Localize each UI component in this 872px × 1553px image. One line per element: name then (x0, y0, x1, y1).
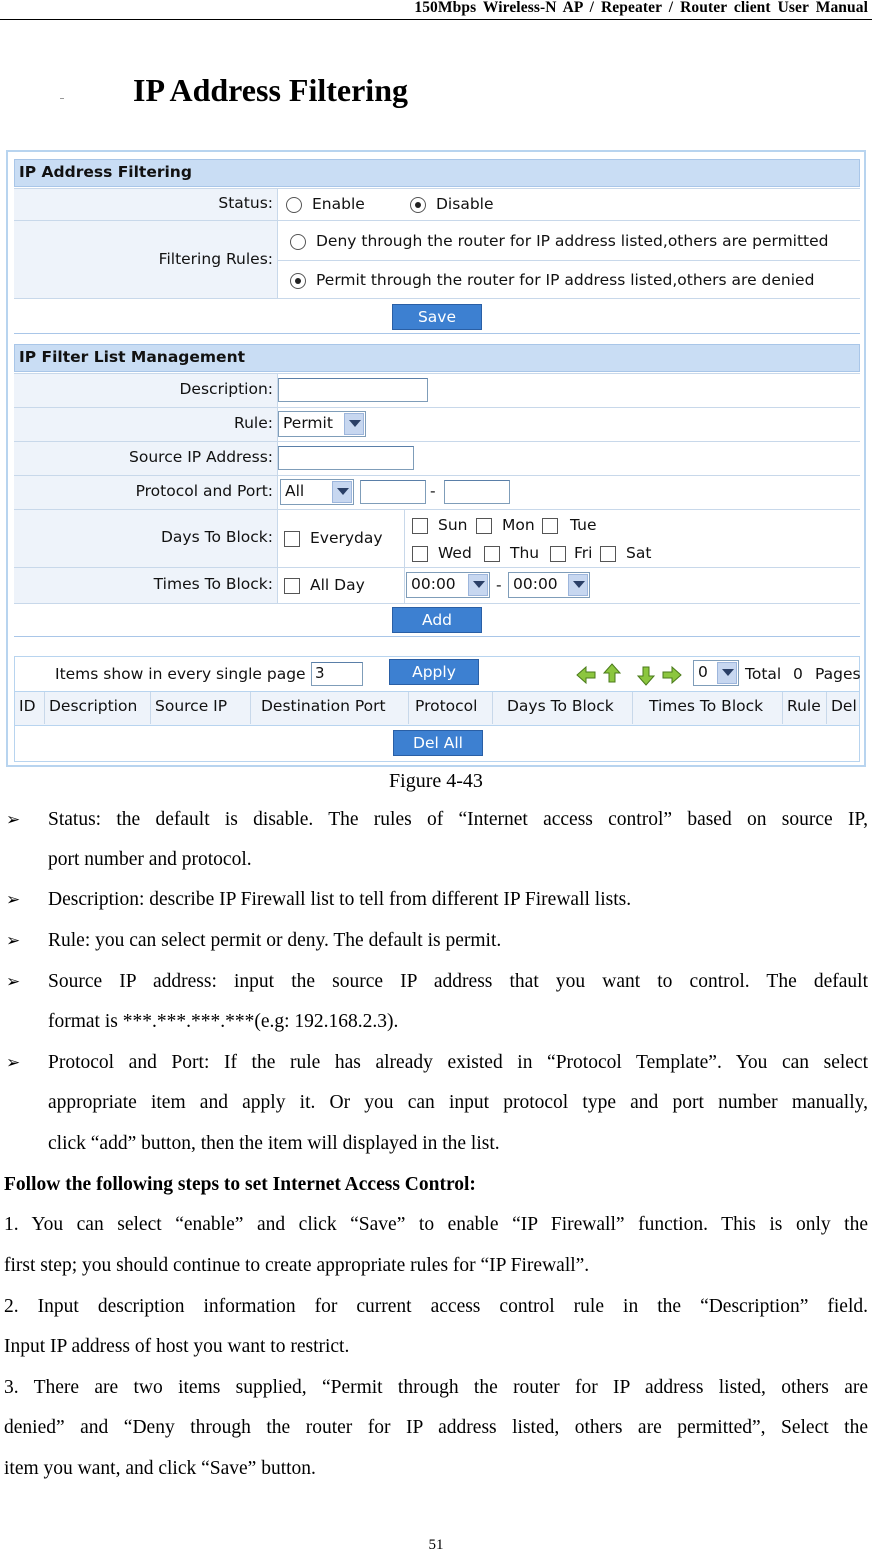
everyday-label: Everyday (310, 529, 383, 547)
source-ip-label: Source IP Address: (129, 448, 273, 466)
last-page-icon[interactable] (661, 664, 683, 686)
total-label: Total (745, 665, 782, 683)
fri-checkbox[interactable] (550, 546, 566, 562)
bullet-protocol-cont1: appropriate item and apply it. Or you can input protocol type and port number manually, (48, 1092, 868, 1113)
step-1-line-1: 1. You can select “enable” and click “Save” to enable “IP Firewall” function. This is only the (4, 1214, 868, 1235)
sat-label: Sat (626, 544, 652, 562)
filtering-title: IP Address Filtering (19, 163, 192, 181)
time-from-value: 00:00 (411, 575, 456, 593)
chevron-down-icon (717, 662, 737, 684)
time-range-dash: - (496, 576, 502, 594)
tue-checkbox[interactable] (542, 518, 558, 534)
sun-checkbox[interactable] (412, 518, 428, 534)
port-end-input[interactable] (444, 480, 510, 504)
fri-label: Fri (574, 544, 593, 562)
section-marker (60, 98, 64, 100)
status-row (14, 188, 860, 220)
step-1-line-2: first step; you should continue to create appropriate rules for “IP Firewall”. (4, 1255, 590, 1276)
bullet-status: ➢ Status: the default is disable. The rules of “Internet access control” based on source IP, (48, 800, 868, 840)
chevron-down-icon (568, 574, 588, 596)
protocol-select-value: All (285, 482, 305, 500)
column-header: Rule (783, 692, 827, 724)
header-title: 150Mbps Wireless-N AP / Repeater / Router client User Manual (414, 0, 868, 16)
all-day-checkbox[interactable] (284, 578, 300, 594)
permit-rule-label: Permit through the router for IP address listed,others are denied (316, 271, 815, 289)
save-button[interactable]: Save (392, 304, 482, 330)
rule-select[interactable] (278, 411, 366, 437)
add-row (14, 603, 860, 637)
disable-radio[interactable] (410, 197, 426, 213)
arrow-bullet-icon: ➢ (6, 890, 21, 910)
enable-radio[interactable] (286, 197, 302, 213)
times-row (14, 567, 860, 603)
list-mgmt-title-bar (14, 344, 860, 372)
arrow-bullet-icon: ➢ (6, 810, 21, 830)
rule-select-value: Permit (283, 414, 333, 432)
router-ui-screenshot (6, 150, 866, 767)
rule-row (14, 407, 860, 441)
description-row (14, 373, 860, 407)
status-label: Status: (218, 194, 273, 212)
total-value: 0 (793, 665, 803, 683)
prev-page-icon[interactable] (601, 662, 623, 684)
bullet-source-ip-cont: format is ***.***.***.***(e.g: 192.168.2.3). (48, 1011, 399, 1032)
tue-label: Tue (570, 516, 597, 534)
del-all-row (14, 726, 860, 762)
wed-label: Wed (438, 544, 472, 562)
sat-checkbox[interactable] (600, 546, 616, 562)
paging-row (14, 656, 860, 692)
column-header: Description (45, 692, 151, 724)
protocol-select[interactable] (280, 479, 354, 505)
column-header: Days To Block (493, 692, 633, 724)
sun-label: Sun (438, 516, 468, 534)
first-page-icon[interactable] (575, 664, 597, 686)
protocol-label: Protocol and Port: (135, 482, 273, 500)
disable-label: Disable (436, 195, 494, 213)
column-header: Del (831, 697, 857, 715)
figure-caption: Figure 4-43 (389, 770, 483, 792)
mon-label: Mon (502, 516, 535, 534)
step-2-line-2: Input IP address of host you want to restrict. (4, 1336, 350, 1357)
port-range-dash: - (430, 482, 436, 500)
bullet-description: ➢ Description: describe IP Firewall list to tell from different IP Firewall lists. (48, 880, 868, 920)
column-header: Destination Port (251, 692, 409, 724)
protocol-row (14, 475, 860, 509)
steps-title: Follow the following steps to set Internet Access Control: (4, 1174, 476, 1195)
filtering-title-bar (14, 159, 860, 187)
description-label: Description: (179, 380, 273, 398)
arrow-bullet-icon: ➢ (6, 931, 21, 951)
rule-label: Rule: (234, 414, 273, 432)
source-ip-input[interactable] (278, 446, 414, 470)
step-2-line-1: 2. Input description information for current access control rule in the “Description” field. (4, 1296, 868, 1317)
bullet-status-cont: port number and protocol. (48, 849, 252, 870)
save-row (14, 298, 860, 334)
pages-label: Pages (815, 665, 861, 683)
deny-rule-label: Deny through the router for IP address listed,others are permitted (316, 232, 829, 250)
step-3-line-1: 3. There are two items supplied, “Permit through the router for IP address listed, others are (4, 1377, 868, 1398)
all-day-label: All Day (310, 576, 365, 594)
times-label: Times To Block: (153, 575, 273, 593)
permit-rule-radio[interactable] (290, 273, 306, 289)
list-mgmt-title: IP Filter List Management (19, 348, 246, 366)
thu-label: Thu (510, 544, 540, 562)
column-header: Protocol (409, 692, 493, 724)
list-header-row (14, 692, 860, 726)
del-all-button[interactable]: Del All (393, 730, 483, 756)
page-select-value: 0 (698, 663, 708, 681)
page-number: 51 (428, 1537, 444, 1553)
chevron-down-icon (468, 574, 488, 596)
days-row (14, 509, 860, 567)
bullet-protocol: ➢ Protocol and Port: If the rule has already existed in “Protocol Template”. You can select (48, 1043, 868, 1083)
enable-label: Enable (312, 195, 365, 213)
time-to-select[interactable] (508, 572, 590, 598)
items-per-page-input[interactable]: 3 (311, 662, 363, 686)
section-title: IP Address Filtering (133, 72, 408, 108)
deny-rule-radio[interactable] (290, 234, 306, 250)
column-header: Times To Block (633, 692, 783, 724)
bullet-source-ip: ➢ Source IP address: input the source IP address that you want to control. The default (48, 962, 868, 1002)
time-to-value: 00:00 (513, 575, 558, 593)
arrow-bullet-icon: ➢ (6, 972, 21, 992)
bullet-rule: ➢ Rule: you can select permit or deny. The default is permit. (48, 921, 868, 961)
chevron-down-icon (344, 413, 364, 435)
items-per-page-label: Items show in every single page (55, 665, 306, 683)
apply-button[interactable]: Apply (389, 659, 479, 685)
source-ip-row (14, 441, 860, 475)
column-header: Source IP (151, 692, 251, 724)
filtering-rules-label: Filtering Rules: (158, 250, 273, 268)
time-from-select[interactable] (406, 572, 490, 598)
arrow-bullet-icon: ➢ (6, 1053, 21, 1073)
column-header: ID (15, 692, 45, 724)
next-page-icon[interactable] (635, 665, 657, 687)
thu-checkbox[interactable] (484, 546, 500, 562)
mon-checkbox[interactable] (476, 518, 492, 534)
description-input[interactable] (278, 378, 428, 402)
filtering-rules-row (14, 220, 860, 298)
add-button[interactable]: Add (392, 607, 482, 633)
step-3-line-3: item you want, and click “Save” button. (4, 1458, 316, 1479)
wed-checkbox[interactable] (412, 546, 428, 562)
page-select[interactable] (693, 660, 739, 686)
bullet-protocol-cont2: click “add” button, then the item will displayed in the list. (48, 1133, 500, 1154)
port-start-input[interactable] (360, 480, 426, 504)
step-3-line-2: denied” and “Deny through the router for IP address listed, others are permitted”, Select the (4, 1417, 868, 1438)
chevron-down-icon (332, 481, 352, 503)
everyday-checkbox[interactable] (284, 531, 300, 547)
page-header (0, 0, 872, 20)
days-label: Days To Block: (161, 528, 273, 546)
